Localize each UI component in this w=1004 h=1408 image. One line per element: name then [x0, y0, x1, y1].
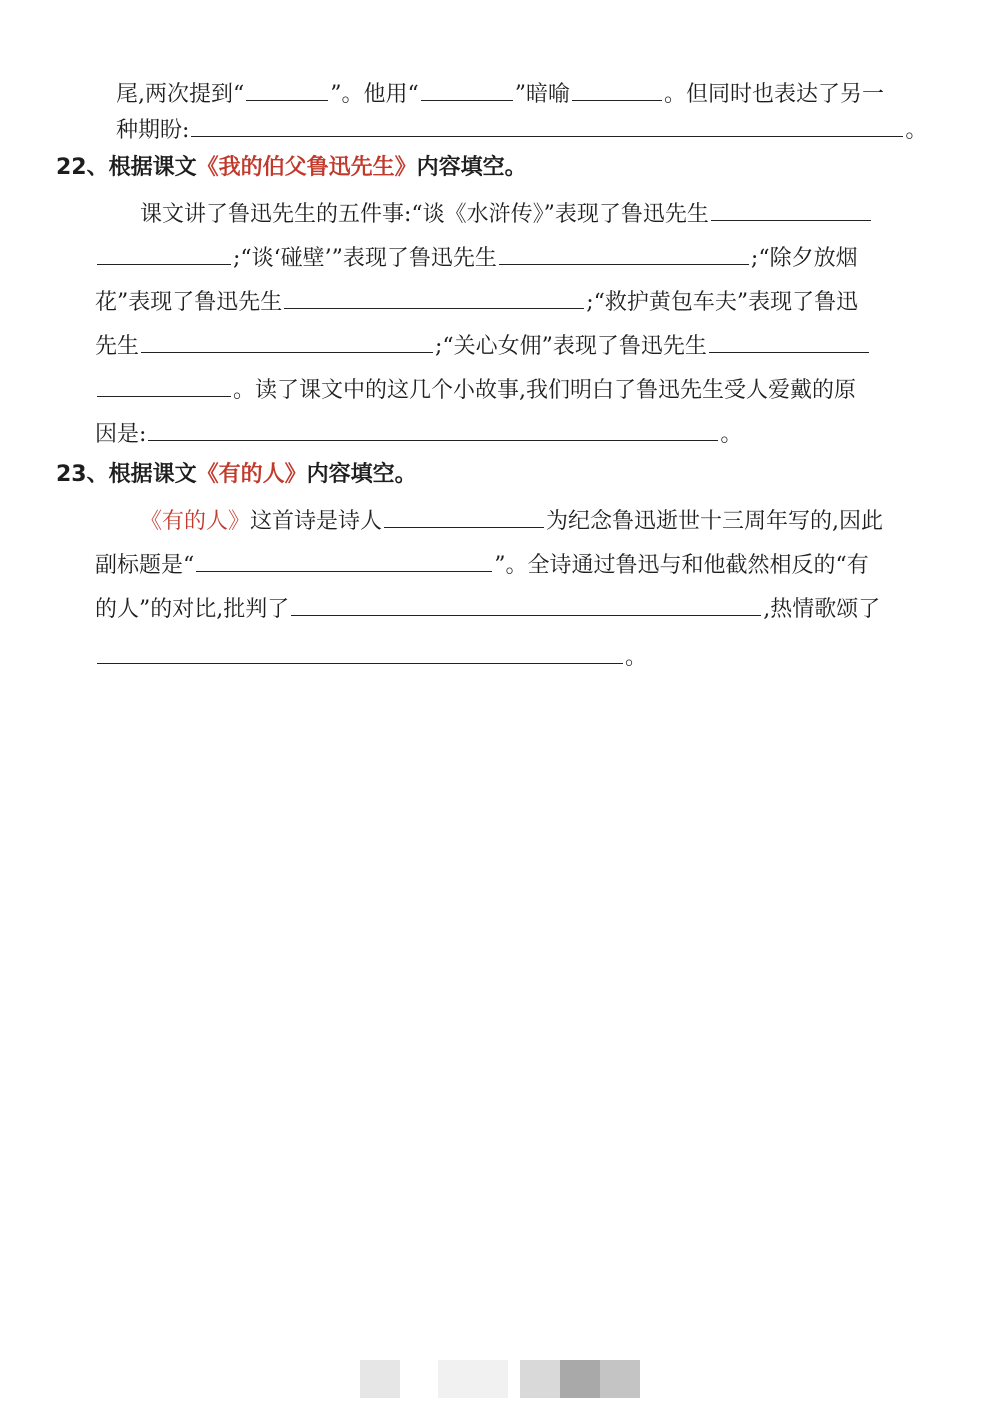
q22-text: 课文讲了鲁迅先生的五件事:“谈《水浒传》”表现了鲁迅先生 — [140, 202, 709, 227]
q22-line-2 — [95, 242, 858, 274]
q23-line-3 — [95, 593, 880, 625]
q23-blank-1[interactable] — [384, 505, 544, 528]
q23-text: ”。全诗通过鲁迅与和他截然相反的“有 — [494, 553, 869, 578]
q22-blank-2[interactable] — [499, 242, 749, 265]
q23-heading — [56, 460, 417, 490]
q23-line-1 — [140, 505, 883, 537]
q22-lesson-title: 《我的伯父鲁迅先生》 — [196, 155, 417, 180]
q21-line-1 — [116, 78, 884, 110]
q21-blank-4[interactable] — [191, 114, 903, 137]
q22-blank-3[interactable] — [284, 286, 584, 309]
q22-blank-4[interactable] — [141, 330, 433, 353]
q21-blank-3[interactable] — [572, 78, 662, 101]
q22-blank-6[interactable] — [148, 418, 718, 441]
q21-text: 。但同时也表达了另一 — [664, 82, 885, 107]
q23-heading-pre: 根据课文 — [108, 462, 197, 487]
q23-text: 这首诗是诗人 — [250, 509, 383, 534]
q21-text: 尾,两次提到“ — [116, 82, 245, 107]
q23-heading-post: 内容填空。 — [306, 462, 417, 487]
q22-text: ;“关心女佣”表现了鲁迅先生 — [435, 334, 707, 359]
q23-number: 23、 — [56, 462, 109, 487]
footer-block — [560, 1360, 600, 1398]
q21-text: ”暗喻 — [514, 82, 570, 107]
q22-text: 花”表现了鲁迅先生 — [95, 290, 283, 315]
footer-block — [520, 1360, 560, 1398]
q22-text: 因是: — [95, 422, 147, 447]
q21-text: 种期盼: — [116, 118, 190, 143]
q22-text: ;“救护黄包车夫”表现了鲁迅 — [586, 290, 859, 315]
q23-blank-3[interactable] — [291, 593, 761, 616]
q22-line-5 — [95, 374, 856, 406]
footer-blur — [0, 1355, 1004, 1400]
q21-line-2 — [116, 114, 927, 146]
q23-blank-4[interactable] — [97, 641, 623, 664]
q21-text: ”。他用“ — [330, 82, 419, 107]
q23-poem-title: 《有的人》 — [140, 509, 251, 534]
q22-blank-5[interactable] — [709, 330, 869, 353]
footer-block — [360, 1360, 400, 1398]
q22-line-3 — [95, 286, 858, 318]
q23-text: 副标题是“ — [95, 553, 195, 578]
q22-blank-1b[interactable] — [97, 242, 231, 265]
q23-blank-2[interactable] — [196, 549, 492, 572]
q23-text: 的人”的对比,批判了 — [95, 597, 290, 622]
q22-text: 。 — [720, 422, 743, 447]
q22-line-6 — [95, 418, 742, 450]
q23-text: ,热情歌颂了 — [763, 597, 881, 622]
q22-heading-pre: 根据课文 — [108, 155, 197, 180]
q22-blank-5b[interactable] — [97, 374, 231, 397]
q21-blank-2[interactable] — [421, 78, 513, 101]
q22-text: 。读了课文中的这几个小故事,我们明白了鲁迅先生受人爱戴的原 — [233, 378, 856, 403]
q23-lesson-title: 《有的人》 — [196, 462, 307, 487]
q22-heading — [56, 153, 527, 183]
q22-line-1 — [140, 198, 873, 230]
q23-text: 为纪念鲁迅逝世十三周年写的,因此 — [546, 509, 884, 534]
q22-text: 先生 — [95, 334, 140, 359]
q23-text: 。 — [625, 645, 648, 670]
q22-number: 22、 — [56, 155, 109, 180]
q22-line-4 — [95, 330, 871, 362]
q21-text: 。 — [905, 118, 928, 143]
q21-blank-1[interactable] — [246, 78, 328, 101]
q23-line-4 — [95, 641, 647, 673]
footer-block — [438, 1360, 508, 1398]
q22-blank-1[interactable] — [711, 198, 871, 221]
footer-block — [600, 1360, 640, 1398]
q22-text: ;“除夕放烟 — [750, 246, 858, 271]
q22-heading-post: 内容填空。 — [416, 155, 527, 180]
q23-line-2 — [95, 549, 869, 581]
q22-text: ;“谈‘碰壁’”表现了鲁迅先生 — [233, 246, 497, 271]
